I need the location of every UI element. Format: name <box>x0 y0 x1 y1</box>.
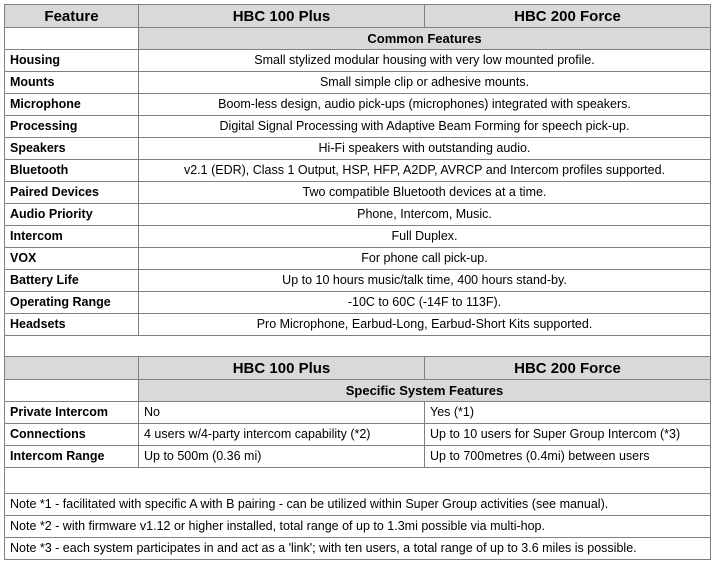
note-row <box>5 538 711 560</box>
common-features-title: Common Features <box>139 28 711 50</box>
blank-cell <box>5 380 139 402</box>
specific-features-title: Specific System Features <box>139 380 711 402</box>
feature-name: Microphone <box>5 94 139 116</box>
model-a-value: 4 users w/4-party intercom capability (*2) <box>139 424 425 446</box>
feature-value: For phone call pick-up. <box>139 248 711 270</box>
feature-value: Small stylized modular housing with very low mounted profile. <box>139 50 711 72</box>
feature-name: Bluetooth <box>5 160 139 182</box>
common-feature-row <box>5 182 711 204</box>
comparison-table <box>4 4 711 560</box>
spacer-cell <box>5 468 711 494</box>
common-feature-row <box>5 138 711 160</box>
blank-cell <box>5 28 139 50</box>
feature-name: Mounts <box>5 72 139 94</box>
feature-name: Headsets <box>5 314 139 336</box>
feature-name: Intercom <box>5 226 139 248</box>
feature-value: Digital Signal Processing with Adaptive Beam Forming for speech pick-up. <box>139 116 711 138</box>
feature-name: Battery Life <box>5 270 139 292</box>
spacer-row <box>5 468 711 494</box>
feature-value: v2.1 (EDR), Class 1 Output, HSP, HFP, A2DP, AVRCP and Intercom profiles supported. <box>139 160 711 182</box>
feature-name: Operating Range <box>5 292 139 314</box>
blank-header-cell <box>5 357 139 380</box>
feature-name: Paired Devices <box>5 182 139 204</box>
specific-feature-row <box>5 446 711 468</box>
model-a-value: Up to 500m (0.36 mi) <box>139 446 425 468</box>
common-feature-row <box>5 72 711 94</box>
feature-name: Intercom Range <box>5 446 139 468</box>
note-row <box>5 494 711 516</box>
specific-feature-row <box>5 402 711 424</box>
notes-body <box>5 494 711 560</box>
common-feature-row <box>5 314 711 336</box>
feature-name: Housing <box>5 50 139 72</box>
spacer-cell <box>5 336 711 357</box>
feature-value: Boom-less design, audio pick-ups (microphones) integrated with speakers. <box>139 94 711 116</box>
specific-features-body <box>5 402 711 468</box>
feature-value: -10C to 60C (-14F to 113F). <box>139 292 711 314</box>
feature-name: Connections <box>5 424 139 446</box>
common-feature-row <box>5 270 711 292</box>
spacer-row <box>5 336 711 357</box>
header-feature: Feature <box>5 5 139 28</box>
specific-feature-row <box>5 424 711 446</box>
feature-name: VOX <box>5 248 139 270</box>
common-features-row <box>5 28 711 50</box>
common-features-body <box>5 50 711 336</box>
common-feature-row <box>5 50 711 72</box>
feature-value: Up to 10 hours music/talk time, 400 hours stand-by. <box>139 270 711 292</box>
specific-header-row <box>5 357 711 380</box>
common-feature-row <box>5 160 711 182</box>
feature-name: Processing <box>5 116 139 138</box>
common-feature-row <box>5 94 711 116</box>
header-model-b: HBC 200 Force <box>425 5 711 28</box>
specific-features-row <box>5 380 711 402</box>
feature-name: Speakers <box>5 138 139 160</box>
common-feature-row <box>5 116 711 138</box>
model-a-value: No <box>139 402 425 424</box>
feature-value: Hi-Fi speakers with outstanding audio. <box>139 138 711 160</box>
common-feature-row <box>5 204 711 226</box>
note-text: Note *1 - facilitated with specific A with B pairing - can be utilized within Super Group activities (see manual). <box>5 494 711 516</box>
feature-value: Full Duplex. <box>139 226 711 248</box>
feature-value: Phone, Intercom, Music. <box>139 204 711 226</box>
feature-value: Two compatible Bluetooth devices at a time. <box>139 182 711 204</box>
note-text: Note *2 - with firmware v1.12 or higher installed, total range of up to 1.3mi possible via multi-hop. <box>5 516 711 538</box>
model-b-value: Yes (*1) <box>425 402 711 424</box>
common-feature-row <box>5 292 711 314</box>
common-feature-row <box>5 226 711 248</box>
note-text: Note *3 - each system participates in and act as a 'link'; with ten users, a total range of up to 3.6 miles is possible. <box>5 538 711 560</box>
header-model-a: HBC 100 Plus <box>139 5 425 28</box>
common-feature-row <box>5 248 711 270</box>
feature-name: Private Intercom <box>5 402 139 424</box>
model-b-value: Up to 10 users for Super Group Intercom (*3) <box>425 424 711 446</box>
feature-name: Audio Priority <box>5 204 139 226</box>
feature-value: Small simple clip or adhesive mounts. <box>139 72 711 94</box>
model-b-value: Up to 700metres (0.4mi) between users <box>425 446 711 468</box>
feature-value: Pro Microphone, Earbud-Long, Earbud-Short Kits supported. <box>139 314 711 336</box>
header-row <box>5 5 711 28</box>
note-row <box>5 516 711 538</box>
specific-header-model-a: HBC 100 Plus <box>139 357 425 380</box>
specific-header-model-b: HBC 200 Force <box>425 357 711 380</box>
